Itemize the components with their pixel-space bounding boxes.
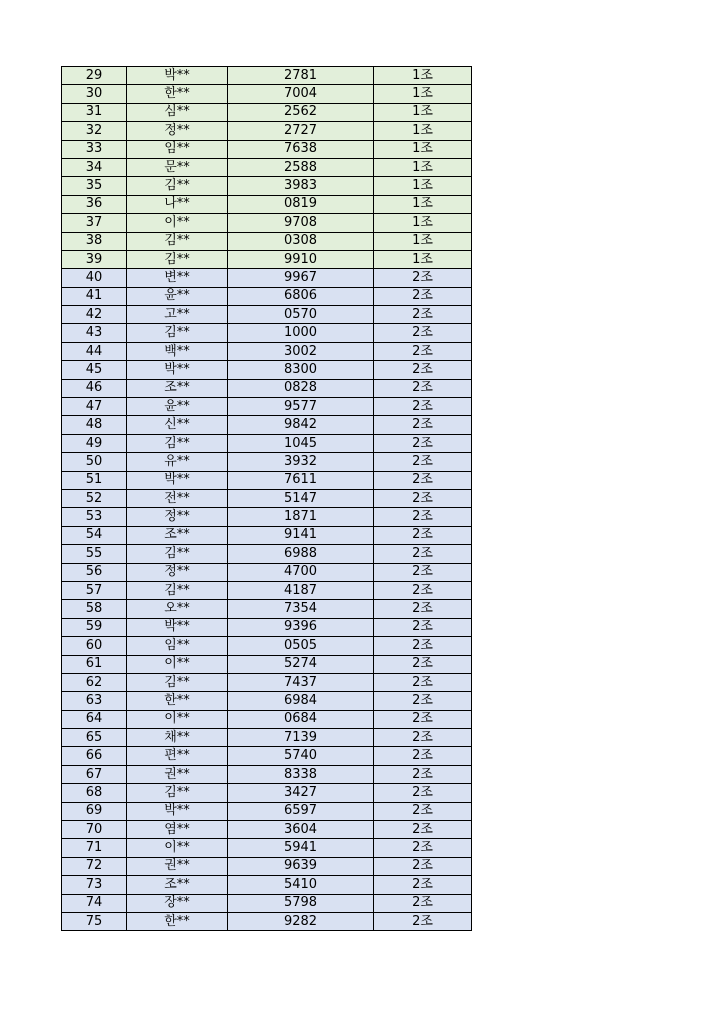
code-cell: 9282	[228, 912, 374, 930]
name-cell: 백**	[127, 342, 228, 360]
group-cell: 2조	[374, 342, 472, 360]
group-cell: 1조	[374, 122, 472, 140]
group-cell: 2조	[374, 692, 472, 710]
code-cell: 7611	[228, 471, 374, 489]
group-cell: 1조	[374, 232, 472, 250]
code-cell: 3002	[228, 342, 374, 360]
table-row	[62, 912, 472, 930]
group-cell: 2조	[374, 526, 472, 544]
code-cell: 6597	[228, 802, 374, 820]
group-cell: 1조	[374, 214, 472, 232]
table-row	[62, 489, 472, 507]
table-row	[62, 453, 472, 471]
code-cell: 6988	[228, 545, 374, 563]
code-cell: 0505	[228, 637, 374, 655]
table-row	[62, 692, 472, 710]
name-cell: 박**	[127, 67, 228, 85]
table-row	[62, 67, 472, 85]
row-number-cell: 69	[62, 802, 127, 820]
row-number-cell: 63	[62, 692, 127, 710]
row-number-cell: 37	[62, 214, 127, 232]
name-cell: 나**	[127, 195, 228, 213]
name-cell: 이**	[127, 655, 228, 673]
name-cell: 편**	[127, 747, 228, 765]
name-cell: 이**	[127, 214, 228, 232]
code-cell: 5740	[228, 747, 374, 765]
code-cell: 4700	[228, 563, 374, 581]
code-cell: 5798	[228, 894, 374, 912]
table-row	[62, 637, 472, 655]
code-cell: 5274	[228, 655, 374, 673]
name-cell: 임**	[127, 637, 228, 655]
group-cell: 1조	[374, 103, 472, 121]
table-row	[62, 250, 472, 268]
group-cell: 2조	[374, 489, 472, 507]
row-number-cell: 47	[62, 398, 127, 416]
table-row	[62, 195, 472, 213]
group-cell: 2조	[374, 287, 472, 305]
row-number-cell: 40	[62, 269, 127, 287]
group-cell: 2조	[374, 765, 472, 783]
code-cell: 7139	[228, 729, 374, 747]
group-cell: 2조	[374, 710, 472, 728]
row-number-cell: 44	[62, 342, 127, 360]
name-cell: 김**	[127, 673, 228, 691]
name-cell: 김**	[127, 581, 228, 599]
table-row	[62, 526, 472, 544]
code-cell: 9910	[228, 250, 374, 268]
code-cell: 9577	[228, 398, 374, 416]
group-cell: 2조	[374, 673, 472, 691]
group-cell: 1조	[374, 250, 472, 268]
code-cell: 5147	[228, 489, 374, 507]
table-row	[62, 324, 472, 342]
group-cell: 2조	[374, 637, 472, 655]
table-row	[62, 434, 472, 452]
code-cell: 2727	[228, 122, 374, 140]
table-row	[62, 158, 472, 176]
code-cell: 9141	[228, 526, 374, 544]
table-row	[62, 784, 472, 802]
code-cell: 6984	[228, 692, 374, 710]
group-cell: 2조	[374, 453, 472, 471]
name-cell: 정**	[127, 563, 228, 581]
name-cell: 전**	[127, 489, 228, 507]
table-row	[62, 729, 472, 747]
row-number-cell: 49	[62, 434, 127, 452]
row-number-cell: 68	[62, 784, 127, 802]
group-cell: 2조	[374, 563, 472, 581]
code-cell: 9842	[228, 416, 374, 434]
group-cell: 2조	[374, 434, 472, 452]
code-cell: 0570	[228, 306, 374, 324]
group-cell: 1조	[374, 158, 472, 176]
name-cell: 김**	[127, 434, 228, 452]
group-cell: 2조	[374, 655, 472, 673]
table-row	[62, 563, 472, 581]
group-cell: 1조	[374, 177, 472, 195]
table-row	[62, 747, 472, 765]
table-row	[62, 214, 472, 232]
group-cell: 2조	[374, 398, 472, 416]
group-cell: 2조	[374, 747, 472, 765]
code-cell: 2588	[228, 158, 374, 176]
row-number-cell: 61	[62, 655, 127, 673]
name-cell: 권**	[127, 765, 228, 783]
row-number-cell: 45	[62, 361, 127, 379]
row-number-cell: 32	[62, 122, 127, 140]
name-cell: 정**	[127, 122, 228, 140]
row-number-cell: 38	[62, 232, 127, 250]
row-number-cell: 36	[62, 195, 127, 213]
row-number-cell: 35	[62, 177, 127, 195]
table-row	[62, 306, 472, 324]
row-number-cell: 52	[62, 489, 127, 507]
code-cell: 5410	[228, 876, 374, 894]
code-cell: 7354	[228, 600, 374, 618]
name-cell: 임**	[127, 140, 228, 158]
table-row	[62, 471, 472, 489]
table-row	[62, 545, 472, 563]
row-number-cell: 53	[62, 508, 127, 526]
table-row	[62, 508, 472, 526]
code-cell: 7437	[228, 673, 374, 691]
name-cell: 김**	[127, 177, 228, 195]
name-cell: 박**	[127, 618, 228, 636]
group-cell: 1조	[374, 85, 472, 103]
name-cell: 윤**	[127, 287, 228, 305]
name-cell: 신**	[127, 416, 228, 434]
table-row	[62, 655, 472, 673]
table-row	[62, 710, 472, 728]
row-number-cell: 65	[62, 729, 127, 747]
row-number-cell: 56	[62, 563, 127, 581]
group-cell: 2조	[374, 581, 472, 599]
code-cell: 8338	[228, 765, 374, 783]
table-row	[62, 85, 472, 103]
row-number-cell: 57	[62, 581, 127, 599]
code-cell: 5941	[228, 839, 374, 857]
row-number-cell: 60	[62, 637, 127, 655]
row-number-cell: 48	[62, 416, 127, 434]
row-number-cell: 66	[62, 747, 127, 765]
row-number-cell: 41	[62, 287, 127, 305]
group-cell: 2조	[374, 306, 472, 324]
row-number-cell: 72	[62, 857, 127, 875]
group-cell: 2조	[374, 508, 472, 526]
table-row	[62, 821, 472, 839]
name-cell: 이**	[127, 839, 228, 857]
code-cell: 9967	[228, 269, 374, 287]
table-row	[62, 618, 472, 636]
table-row	[62, 765, 472, 783]
group-cell: 2조	[374, 729, 472, 747]
group-cell: 1조	[374, 195, 472, 213]
roster-table	[61, 66, 472, 931]
name-cell: 박**	[127, 471, 228, 489]
code-cell: 0684	[228, 710, 374, 728]
table-row	[62, 122, 472, 140]
name-cell: 고**	[127, 306, 228, 324]
code-cell: 0819	[228, 195, 374, 213]
table-row	[62, 802, 472, 820]
group-cell: 2조	[374, 324, 472, 342]
code-cell: 9708	[228, 214, 374, 232]
name-cell: 권**	[127, 857, 228, 875]
group-cell: 2조	[374, 600, 472, 618]
group-cell: 2조	[374, 784, 472, 802]
row-number-cell: 74	[62, 894, 127, 912]
row-number-cell: 73	[62, 876, 127, 894]
table-row	[62, 269, 472, 287]
name-cell: 장**	[127, 894, 228, 912]
row-number-cell: 29	[62, 67, 127, 85]
name-cell: 김**	[127, 324, 228, 342]
row-number-cell: 46	[62, 379, 127, 397]
row-number-cell: 31	[62, 103, 127, 121]
name-cell: 김**	[127, 545, 228, 563]
row-number-cell: 67	[62, 765, 127, 783]
row-number-cell: 42	[62, 306, 127, 324]
group-cell: 2조	[374, 894, 472, 912]
code-cell: 3983	[228, 177, 374, 195]
row-number-cell: 75	[62, 912, 127, 930]
group-cell: 2조	[374, 269, 472, 287]
name-cell: 김**	[127, 232, 228, 250]
table-row	[62, 416, 472, 434]
table-row	[62, 581, 472, 599]
name-cell: 정**	[127, 508, 228, 526]
code-cell: 1045	[228, 434, 374, 452]
name-cell: 유**	[127, 453, 228, 471]
name-cell: 변**	[127, 269, 228, 287]
name-cell: 조**	[127, 876, 228, 894]
code-cell: 2562	[228, 103, 374, 121]
table-row	[62, 876, 472, 894]
name-cell: 조**	[127, 526, 228, 544]
table-row	[62, 600, 472, 618]
name-cell: 오**	[127, 600, 228, 618]
name-cell: 한**	[127, 912, 228, 930]
code-cell: 9396	[228, 618, 374, 636]
code-cell: 8300	[228, 361, 374, 379]
name-cell: 이**	[127, 710, 228, 728]
row-number-cell: 59	[62, 618, 127, 636]
table-row	[62, 103, 472, 121]
group-cell: 2조	[374, 821, 472, 839]
row-number-cell: 39	[62, 250, 127, 268]
name-cell: 한**	[127, 692, 228, 710]
group-cell: 2조	[374, 802, 472, 820]
name-cell: 염**	[127, 821, 228, 839]
row-number-cell: 43	[62, 324, 127, 342]
name-cell: 김**	[127, 784, 228, 802]
group-cell: 1조	[374, 140, 472, 158]
table-row	[62, 398, 472, 416]
code-cell: 0308	[228, 232, 374, 250]
group-cell: 2조	[374, 545, 472, 563]
row-number-cell: 54	[62, 526, 127, 544]
row-number-cell: 34	[62, 158, 127, 176]
code-cell: 0828	[228, 379, 374, 397]
code-cell: 7004	[228, 85, 374, 103]
code-cell: 6806	[228, 287, 374, 305]
code-cell: 3604	[228, 821, 374, 839]
name-cell: 김**	[127, 250, 228, 268]
group-cell: 2조	[374, 361, 472, 379]
row-number-cell: 30	[62, 85, 127, 103]
name-cell: 박**	[127, 802, 228, 820]
table-row	[62, 361, 472, 379]
table-row	[62, 177, 472, 195]
table-row	[62, 287, 472, 305]
group-cell: 2조	[374, 618, 472, 636]
name-cell: 채**	[127, 729, 228, 747]
name-cell: 윤**	[127, 398, 228, 416]
code-cell: 9639	[228, 857, 374, 875]
row-number-cell: 58	[62, 600, 127, 618]
table-row	[62, 673, 472, 691]
table-row	[62, 140, 472, 158]
row-number-cell: 51	[62, 471, 127, 489]
table-row	[62, 379, 472, 397]
name-cell: 한**	[127, 85, 228, 103]
roster-table-body	[62, 67, 472, 931]
table-row	[62, 232, 472, 250]
name-cell: 문**	[127, 158, 228, 176]
code-cell: 1871	[228, 508, 374, 526]
code-cell: 1000	[228, 324, 374, 342]
group-cell: 2조	[374, 857, 472, 875]
name-cell: 심**	[127, 103, 228, 121]
group-cell: 2조	[374, 379, 472, 397]
group-cell: 2조	[374, 416, 472, 434]
table-row	[62, 839, 472, 857]
code-cell: 3427	[228, 784, 374, 802]
code-cell: 3932	[228, 453, 374, 471]
group-cell: 2조	[374, 471, 472, 489]
row-number-cell: 71	[62, 839, 127, 857]
row-number-cell: 55	[62, 545, 127, 563]
table-row	[62, 342, 472, 360]
name-cell: 조**	[127, 379, 228, 397]
row-number-cell: 62	[62, 673, 127, 691]
code-cell: 7638	[228, 140, 374, 158]
group-cell: 1조	[374, 67, 472, 85]
name-cell: 박**	[127, 361, 228, 379]
code-cell: 4187	[228, 581, 374, 599]
row-number-cell: 64	[62, 710, 127, 728]
row-number-cell: 50	[62, 453, 127, 471]
row-number-cell: 70	[62, 821, 127, 839]
group-cell: 2조	[374, 839, 472, 857]
group-cell: 2조	[374, 876, 472, 894]
row-number-cell: 33	[62, 140, 127, 158]
group-cell: 2조	[374, 912, 472, 930]
table-row	[62, 894, 472, 912]
code-cell: 2781	[228, 67, 374, 85]
table-row	[62, 857, 472, 875]
